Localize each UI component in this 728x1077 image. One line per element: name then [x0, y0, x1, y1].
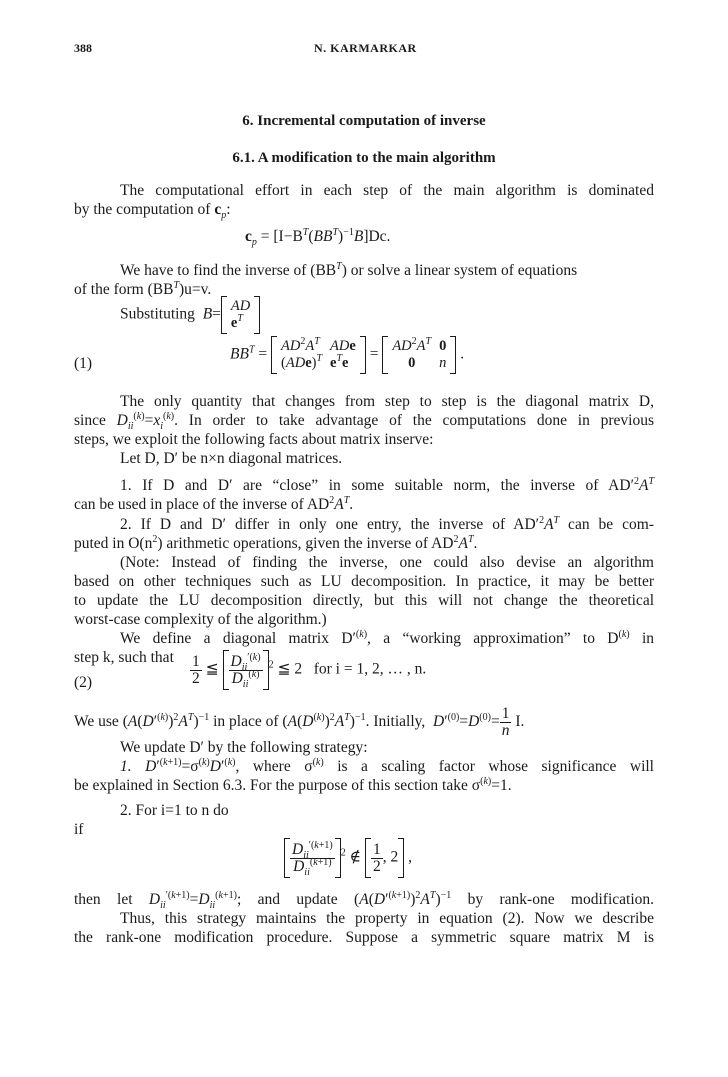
define-line2: step k, such that	[74, 649, 174, 666]
fact2-line2: puted in $O(n^2)$ arithmetic operations, given the inverse of $AD^2A^T$.	[74, 533, 478, 552]
equation-1: $BB^T$ = $AD^2A^T$ ADe (ADe)$^T$ $e^Te$ = $AD^2A^T$ 0 0 n .	[230, 336, 464, 374]
para1-line2: by the computation of $c_p$:	[74, 201, 231, 222]
then-line3: the rank-one modification procedure. Suppose a symmetric square matrix M is	[74, 929, 654, 946]
para3-line1: The only quantity that changes from step to step is the diagonal matrix D,	[120, 393, 654, 410]
fact1-line1: 1. If D and D′ are “close” in some suitable norm, the inverse of $AD'^2A^T$	[120, 475, 654, 494]
para3-line4: Let D, D′ be n×n diagonal matrices.	[120, 450, 343, 467]
then-line1: then let $D_{ii}^{'(k+1)}=D_{ii}^{(k+1)}$; and update $(A(D'^{(k+1)})^2A^T)^{-1}$ by rank-one modification.	[74, 889, 655, 912]
we-use-line: We use $(A(D'^{(k)})^2A^T)^{-1}$ in place of $(A(D^{(k)})^2A^T)^{-1}$. Initially, $D'^{(0)}=D^{(0)}=$ $\frac{1}{n}$ I.	[74, 705, 525, 739]
para2-line2: of the form $(BB^T)u=v$.	[74, 279, 212, 298]
page-number: 388	[74, 41, 92, 55]
equation-condition: $\frac{D_{ii}^{'(k+1)}}{D_{ii}^{(k+1)}}$ $^2$ ∉ $\frac{1}{2}$ , 2 ,	[284, 838, 412, 878]
then-line2: Thus, this strategy maintains the property in equation (2). Now we describe	[120, 910, 654, 927]
equation-cp: $c_p = [I-B^T(BB^T)^{-1}B]Dc$.	[245, 226, 391, 249]
strategy-line3: be explained in Section 6.3. For the purpose of this section take $\sigma^{(k)}=1$.	[74, 775, 512, 794]
equation-2-label: (2)	[74, 674, 93, 691]
strategy-step1: 1. $D'^{(k+1)}=\sigma^{(k)}D'^{(k)}$, where $\sigma^{(k)}$ is a scaling factor whose significance will	[120, 756, 654, 775]
running-header-author: N. KARMARKAR	[314, 41, 417, 55]
strategy-line1: We update D′ by the following strategy:	[120, 739, 368, 756]
equation-2: $\frac{1}{2}$ ≦ $\frac{D_{ii}^{'(k)}}{D_{ii}^{(k)}}$ $^2$ ≦ 2 for i = 1, 2, … , n.	[192, 651, 427, 690]
subsection-title: 6.1. A modification to the main algorithm	[232, 150, 496, 166]
equation-1-label: (1)	[74, 355, 93, 372]
fact1-line2: can be used in place of the inverse of $AD^2A^T$.	[74, 494, 354, 513]
substituting-equation: Substituting B= AD $e^T$	[120, 296, 260, 334]
para3-line2: since $D_{ii}^{(k)}=x_i^{(k)}$. In order to take advantage of the computations done in previous	[74, 410, 654, 433]
strategy-step2: 2. For i=1 to n do	[120, 802, 229, 819]
note-line2: based on other techniques such as LU decomposition. In practice, it may be better	[74, 573, 654, 590]
define-line1: We define a diagonal matrix $D'^{(k)}$, a “working approximation” to $D^{(k)}$ in	[120, 628, 655, 647]
strategy-if: if	[74, 821, 84, 838]
section-title: 6. Incremental computation of inverse	[242, 113, 486, 129]
note-line3: to update the LU decomposition directly, but this will not change the theoretical	[74, 592, 654, 609]
para1-line1: The computational effort in each step of the main algorithm is dominated	[120, 182, 654, 199]
note-line4: worst-case complexity of the algorithm.)	[74, 611, 327, 628]
para3-line3: steps, we exploit the following facts about matrix inserve:	[74, 431, 434, 448]
para2-line1: We have to find the inverse of $(BB^T)$ or solve a linear system of equations	[120, 260, 578, 279]
fact2-line1: 2. If D and D′ differ in only one entry, the inverse of $AD'^2A^T$ can be com-	[120, 514, 654, 533]
note-line1: (Note: Instead of finding the inverse, one could also devise an algorithm	[120, 554, 654, 571]
